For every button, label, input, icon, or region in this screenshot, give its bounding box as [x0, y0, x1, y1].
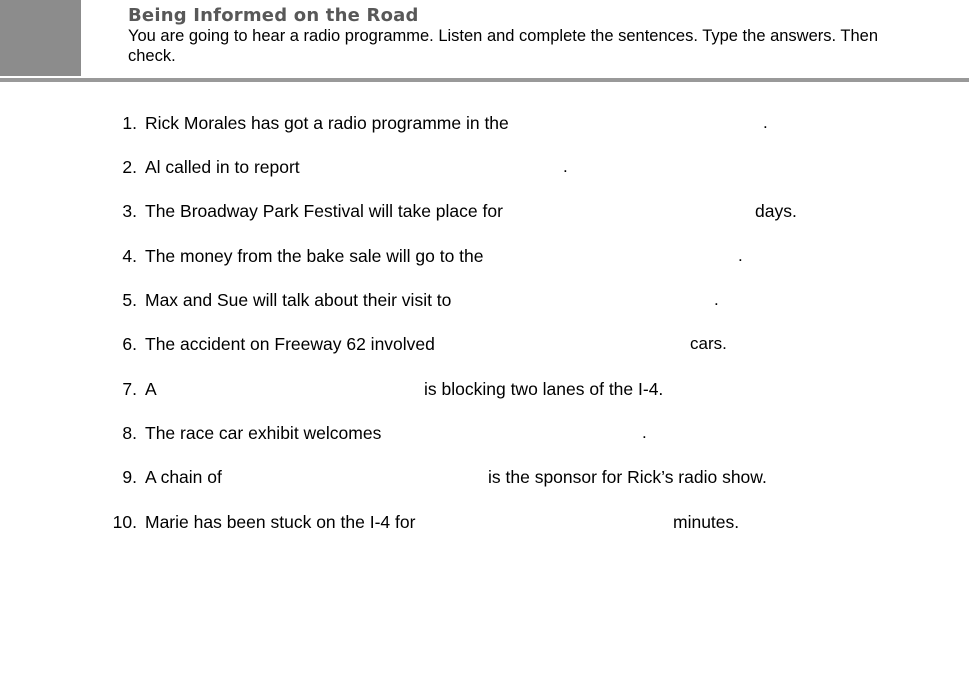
- instructions: You are going to hear a radio programme. Listen and complete the sentences. Type the answers. Then check.: [128, 27, 879, 65]
- answer-input-7[interactable]: [158, 377, 420, 401]
- page-title: Being Informed on the Road: [128, 5, 419, 26]
- answer-input-4[interactable]: [473, 244, 737, 268]
- header-divider: [0, 78, 969, 82]
- question-text-before: Marie has been stuck on the I-4 for: [145, 512, 416, 532]
- question-number: 1.: [122, 113, 137, 133]
- question-number: 6.: [122, 334, 137, 354]
- question-text-after: .: [642, 423, 647, 442]
- question-text-before: Rick Morales has got a radio programme in the: [145, 113, 509, 133]
- question-text-before: The accident on Freeway 62 involved: [145, 334, 435, 354]
- answer-input-10[interactable]: [408, 510, 670, 534]
- question-number: 7.: [122, 379, 137, 399]
- question-number: 5.: [122, 290, 137, 310]
- answer-input-2[interactable]: [297, 155, 562, 179]
- question-number: 10.: [112, 512, 137, 532]
- answer-input-3[interactable]: [490, 199, 752, 223]
- question-text-before: A chain of: [145, 467, 222, 487]
- question-number: 4.: [122, 246, 137, 266]
- header-block: [0, 0, 81, 76]
- question-text-before: Al called in to report: [145, 157, 300, 177]
- question-text-after: .: [738, 246, 743, 265]
- answer-input-5[interactable]: [448, 288, 712, 312]
- question-text-after: is the sponsor for Rick’s radio show.: [488, 467, 767, 487]
- answer-input-9[interactable]: [222, 465, 484, 489]
- question-text-after: .: [714, 290, 719, 309]
- question-text-after: is blocking two lanes of the I-4.: [424, 379, 664, 399]
- question-text-after: cars.: [690, 334, 727, 353]
- question-text-after: minutes.: [673, 512, 740, 532]
- question-text-before: Max and Sue will talk about their visit to: [145, 290, 452, 310]
- answer-input-1[interactable]: [497, 111, 762, 135]
- question-number: 2.: [122, 157, 137, 177]
- question-text-before: The Broadway Park Festival will take place for: [145, 201, 503, 221]
- question-text-before: A: [145, 379, 157, 399]
- question-number: 3.: [122, 201, 137, 221]
- question-text-after: .: [563, 157, 568, 176]
- question-text-before: The race car exhibit welcomes: [145, 423, 382, 443]
- question-text-before: The money from the bake sale will go to the: [145, 246, 484, 266]
- question-text-after: .: [763, 113, 768, 132]
- question-number: 8.: [122, 423, 137, 443]
- answer-input-8[interactable]: [376, 421, 640, 445]
- question-number: 9.: [122, 467, 137, 487]
- question-text-after: days.: [755, 201, 797, 221]
- answer-input-6[interactable]: [424, 332, 688, 356]
